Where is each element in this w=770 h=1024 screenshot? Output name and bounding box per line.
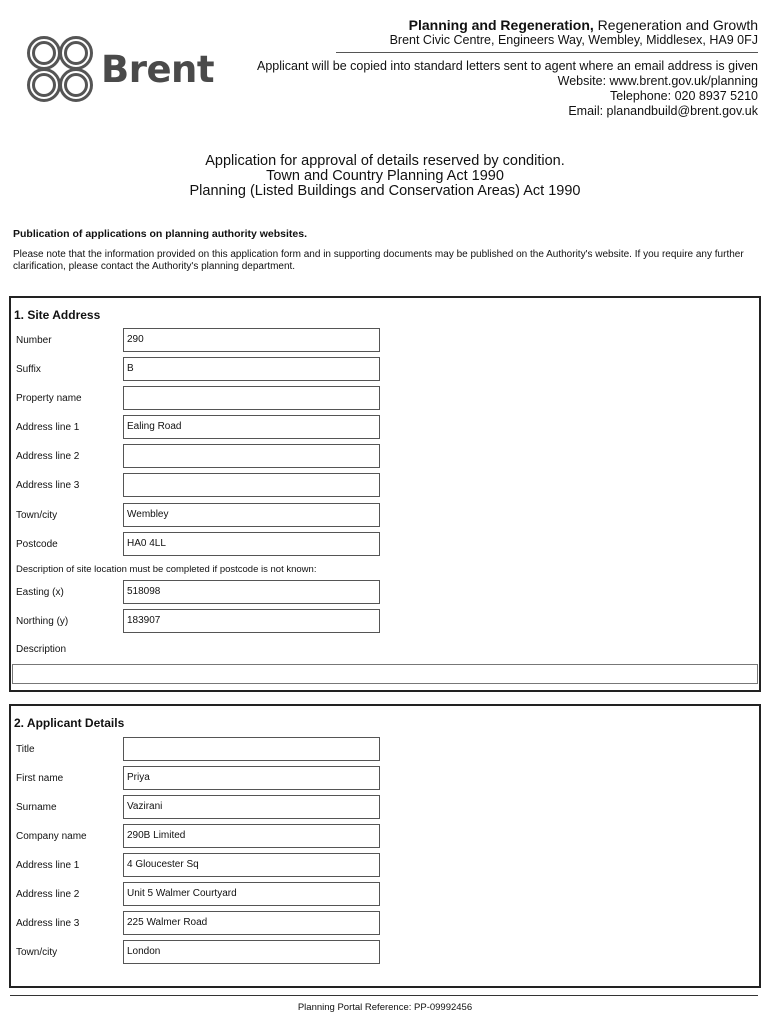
field-label: Address line 3 — [16, 480, 80, 491]
publication-text: Please note that the information provided on this application form and in supporting documents may be published on the Authority's website. If you require any further clarification, please contact the Authority's planning department. — [13, 249, 744, 272]
department-line: Planning and Regeneration, Regeneration and Growth — [408, 17, 758, 33]
field-label: Number — [16, 335, 52, 346]
title-line-2: Town and Country Planning Act 1990 — [266, 168, 504, 184]
site-address-section — [9, 296, 761, 692]
field-label: Title — [16, 744, 35, 755]
field-label: Property name — [16, 393, 82, 404]
field-label: Company name — [16, 831, 87, 842]
field-label: Address line 1 — [16, 860, 80, 871]
suffix-input[interactable]: B — [123, 357, 380, 381]
field-label: Address line 3 — [16, 918, 80, 929]
number-input[interactable]: 290 — [123, 328, 380, 352]
field-label: First name — [16, 773, 64, 784]
property-name-input[interactable] — [123, 386, 380, 410]
applicant-details-section — [9, 704, 761, 988]
northing-input[interactable]: 183907 — [123, 609, 380, 633]
portal-reference: Planning Portal Reference: PP-09992456 — [297, 1002, 473, 1013]
description-label: Description — [16, 644, 67, 655]
field-label: Suffix — [16, 364, 41, 375]
field-label: Town/city — [16, 947, 58, 958]
surname-input[interactable]: Vazirani — [123, 795, 380, 819]
field-label: Town/city — [16, 510, 58, 521]
address-line-1-input[interactable]: Ealing Road — [123, 415, 380, 439]
brent-knot-logo-icon — [25, 36, 95, 102]
company-name-input[interactable]: 290B Limited — [123, 824, 380, 848]
applicant-town-city-input[interactable]: London — [123, 940, 380, 964]
field-label: Postcode — [16, 539, 58, 550]
field-label: Address line 1 — [16, 422, 80, 433]
title-line-1: Application for approval of details reserved by condition. — [205, 153, 565, 169]
address-line-2-input[interactable] — [123, 444, 380, 468]
location-note: Description of site location must be completed if postcode is not known: — [16, 564, 317, 575]
applicant-address-line-3-input[interactable]: 225 Walmer Road — [123, 911, 380, 935]
first-name-input[interactable]: Priya — [123, 766, 380, 790]
logo-text: Brent — [101, 48, 215, 91]
header-divider — [336, 52, 758, 53]
address-line-3-input[interactable] — [123, 473, 380, 497]
field-label: Surname — [16, 802, 57, 813]
field-label: Address line 2 — [16, 889, 80, 900]
field-label: Northing (y) — [16, 616, 69, 627]
easting-input[interactable]: 518098 — [123, 580, 380, 604]
website-line[interactable]: Website: www.brent.gov.uk/planning — [557, 74, 758, 88]
agent-note: Applicant will be copied into standard letters sent to agent where an email address is given — [257, 59, 758, 73]
form-title — [0, 154, 770, 199]
field-label: Address line 2 — [16, 451, 80, 462]
section-heading: 1. Site Address — [14, 308, 101, 322]
section-heading: 2. Applicant Details — [14, 716, 125, 730]
field-label: Easting (x) — [16, 587, 64, 598]
telephone-line: Telephone: 020 8937 5210 — [609, 89, 758, 103]
town-city-input[interactable]: Wembley — [123, 503, 380, 527]
title-line-3: Planning (Listed Buildings and Conservation Areas) Act 1990 — [189, 183, 581, 199]
brent-logo — [25, 36, 215, 102]
title-input[interactable] — [123, 737, 380, 761]
applicant-address-line-2-input[interactable]: Unit 5 Walmer Courtyard — [123, 882, 380, 906]
publication-heading: Publication of applications on planning authority websites. — [13, 228, 308, 240]
applicant-address-line-1-input[interactable]: 4 Gloucester Sq — [123, 853, 380, 877]
postcode-input[interactable]: HA0 4LL — [123, 532, 380, 556]
address-line: Brent Civic Centre, Engineers Way, Wembley, Middlesex, HA9 0FJ — [389, 33, 758, 47]
description-input[interactable] — [12, 664, 758, 684]
footer-divider — [10, 995, 758, 996]
header-contact — [257, 18, 758, 119]
email-line[interactable]: Email: planandbuild@brent.gov.uk — [568, 104, 758, 118]
